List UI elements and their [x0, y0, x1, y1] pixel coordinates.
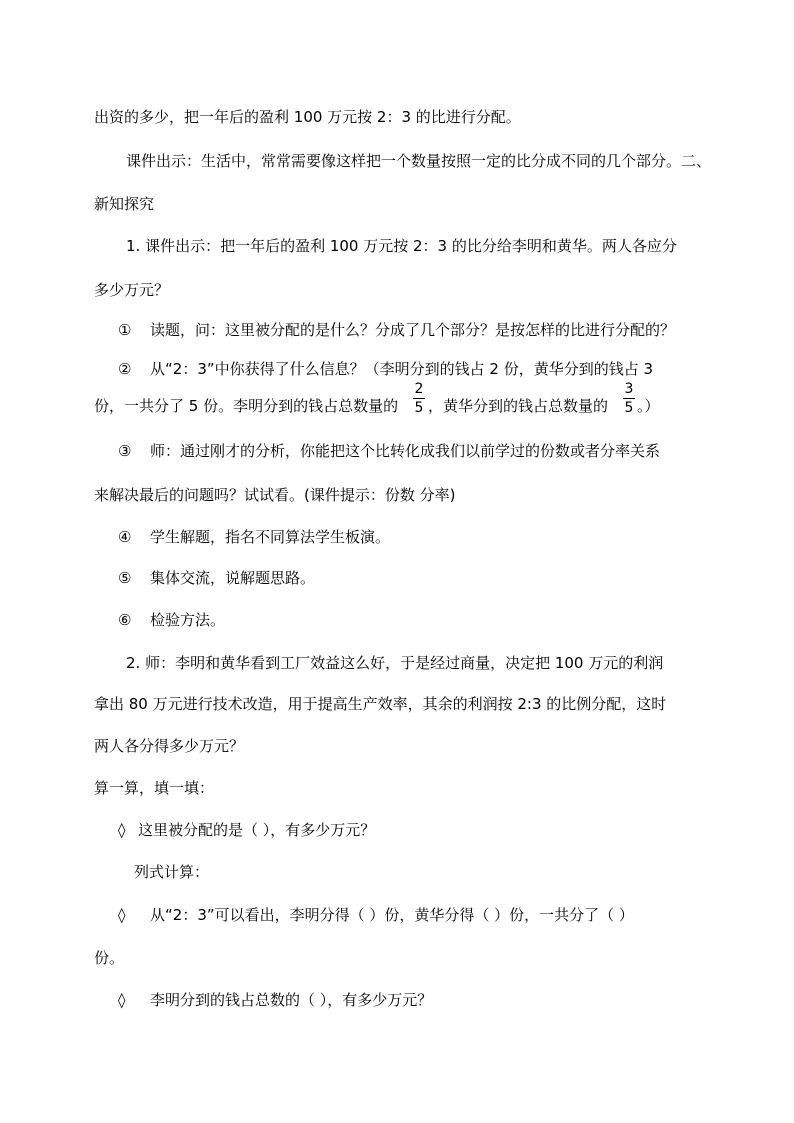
paragraph-line: 多少万元？	[94, 281, 170, 299]
paragraph-line: 列式计算：	[134, 863, 210, 881]
fraction-bar	[413, 398, 425, 399]
list-marker: ④	[118, 528, 132, 546]
numbered-item-2: 2. 师：李明和黄华看到工厂效益这么好，于是经过商量，决定把 100 万元的利润	[126, 654, 664, 672]
list-item: 检验方法。	[150, 611, 226, 629]
diamond-marker: ◊	[118, 821, 126, 839]
text-segment: ，黄华分到的钱占总数量的	[428, 397, 609, 415]
paragraph-line: 份。	[94, 949, 125, 967]
text-segment: 份，一共分了 5 份。李明分到的钱占总数量的	[94, 397, 399, 415]
fraction-denominator: 5	[414, 400, 424, 416]
list-marker: ⑥	[118, 611, 132, 629]
list-item: 集体交流，说解题思路。	[150, 569, 316, 587]
diamond-marker: ◊	[118, 991, 126, 1009]
list-marker: ②	[118, 360, 132, 378]
fraction-bar	[623, 398, 635, 399]
list-marker: ③	[118, 442, 132, 460]
fill-in-item: 从“2：3”可以看出，李明分得（ ）份，黄华分得（ ）份，一共分了（ ）	[150, 906, 634, 924]
fraction-numerator: 2	[414, 381, 424, 397]
fraction-denominator: 5	[624, 400, 634, 416]
paragraph-line: 课件出示：生活中，常常需要像这样把一个数量按照一定的比分成不同的几个部分。二、	[126, 152, 712, 170]
text-segment: 。）	[637, 397, 660, 415]
paragraph-line: 拿出 80 万元进行技术改造，用于提高生产效率，其余的利润按 2:3 的比例分配，这时	[94, 695, 667, 713]
list-item: 读题，问：这里被分配的是什么？分成了几个部分？是按怎样的比进行分配的？	[150, 321, 676, 339]
list-marker: ⑤	[118, 569, 132, 587]
paragraph-line	[94, 396, 398, 416]
section-heading: 新知探究	[94, 195, 155, 213]
list-item: 师：通过刚才的分析，你能把这个比转化成我们以前学过的份数或者分率关系	[150, 442, 661, 460]
list-item: 从“2：3”中你获得了什么信息？（李明分到的钱占 2 份，黄华分到的钱占 3	[150, 360, 654, 378]
fill-in-item: 李明分到的钱占总数的（ ），有多少万元？	[150, 991, 433, 1009]
paragraph-line: 出资的多少，把一年后的盈利 100 万元按 2：3 的比进行分配。	[94, 108, 521, 126]
paragraph-line: 两人各分得多少万元？	[94, 737, 245, 755]
fill-in-item: 这里被分配的是（ ），有多少万元？	[138, 821, 376, 839]
list-marker: ①	[118, 321, 132, 339]
paragraph-line: 来解决最后的问题吗？试试看。(课件提示：份数 分率)	[94, 486, 456, 504]
section-heading: 算一算，填一填：	[94, 779, 215, 797]
numbered-item-1: 1. 课件出示：把一年后的盈利 100 万元按 2：3 的比分给李明和黄华。两人各应分	[126, 237, 677, 255]
fraction-three-fifths	[623, 381, 635, 416]
fraction-numerator: 3	[624, 381, 634, 397]
diamond-marker: ◊	[118, 906, 126, 924]
list-item: 学生解题，指名不同算法学生板演。	[150, 528, 391, 546]
fraction-two-fifths	[413, 381, 425, 416]
